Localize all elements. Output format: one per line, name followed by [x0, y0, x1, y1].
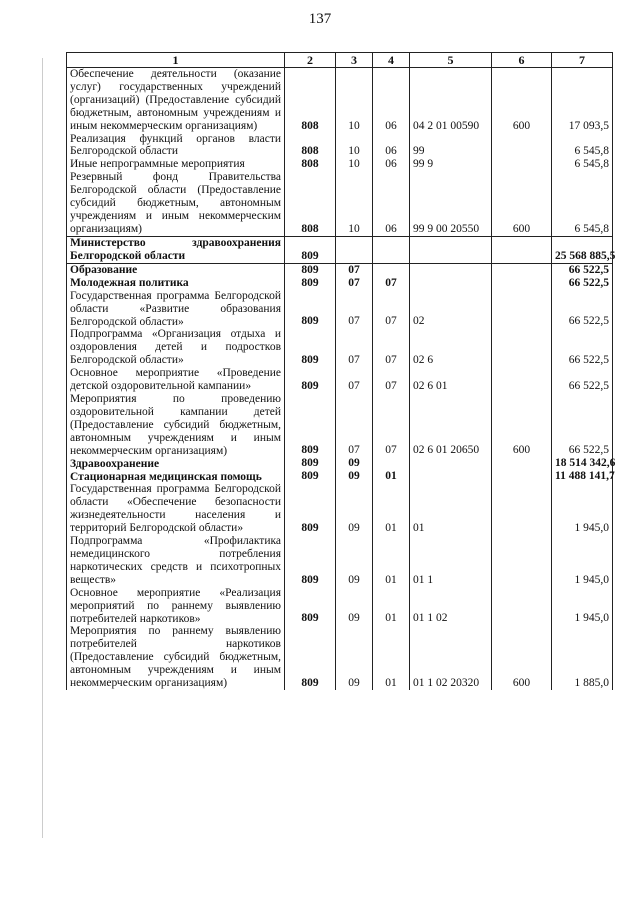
- scan-margin-line: [42, 58, 43, 838]
- cell-expense-type: 600: [492, 393, 552, 458]
- cell-section: 07: [336, 393, 373, 458]
- cell-subsection: 01: [373, 625, 410, 690]
- table-row: [67, 328, 613, 367]
- cell-target-article: 04 2 01 00590: [410, 68, 492, 133]
- cell-section: [336, 236, 373, 263]
- column-header: 3: [336, 53, 373, 68]
- cell-section: 09: [336, 535, 373, 587]
- cell-section: 07: [336, 277, 373, 290]
- row-name: Подпрограмма «Организация отдыха и оздоровления детей и подростков Белгородской области»: [67, 328, 285, 367]
- page-number: 137: [308, 11, 332, 27]
- table-row: [67, 535, 613, 587]
- cell-amount: 11 488 141,7: [552, 470, 613, 483]
- cell-expense-type: [492, 535, 552, 587]
- column-header: 2: [285, 53, 336, 68]
- cell-target-article: [410, 470, 492, 483]
- cell-subsection: 06: [373, 68, 410, 133]
- row-name: Основное мероприятие «Проведение детской оздоровительной кампании»: [67, 367, 285, 393]
- cell-target-article: [410, 236, 492, 263]
- column-header: 1: [67, 53, 285, 68]
- cell-amount: 66 522,5: [552, 277, 613, 290]
- cell-expense-type: 600: [492, 68, 552, 133]
- cell-section: 10: [336, 68, 373, 133]
- table-row: [67, 367, 613, 393]
- cell-section: 09: [336, 470, 373, 483]
- cell-ved: 808: [285, 171, 336, 236]
- cell-target-article: [410, 457, 492, 470]
- cell-subsection: [373, 236, 410, 263]
- cell-amount: 66 522,5: [552, 393, 613, 458]
- table-row: [67, 393, 613, 458]
- row-name: Министерство здравоохранения Белгородской области: [67, 236, 285, 263]
- column-header: 6: [492, 53, 552, 68]
- cell-amount: 66 522,5: [552, 328, 613, 367]
- cell-amount: 18 514 342,6: [552, 457, 613, 470]
- cell-amount: 66 522,5: [552, 367, 613, 393]
- cell-subsection: 06: [373, 171, 410, 236]
- cell-ved: 808: [285, 158, 336, 171]
- table-row: [67, 625, 613, 690]
- row-name: Здравоохранение: [67, 457, 285, 470]
- cell-section: 10: [336, 133, 373, 159]
- cell-ved: 809: [285, 277, 336, 290]
- cell-expense-type: 600: [492, 171, 552, 236]
- column-header: 5: [410, 53, 492, 68]
- cell-target-article: 99 9 00 20550: [410, 171, 492, 236]
- cell-ved: 809: [285, 535, 336, 587]
- cell-target-article: 01 1 02: [410, 587, 492, 626]
- cell-amount: 6 545,8: [552, 171, 613, 236]
- cell-expense-type: [492, 290, 552, 329]
- cell-ved: 808: [285, 68, 336, 133]
- cell-ved: 809: [285, 587, 336, 626]
- cell-amount: 17 093,5: [552, 68, 613, 133]
- cell-subsection: 01: [373, 483, 410, 535]
- cell-expense-type: [492, 158, 552, 171]
- table-row: [67, 483, 613, 535]
- cell-expense-type: [492, 587, 552, 626]
- cell-expense-type: [492, 483, 552, 535]
- cell-ved: 809: [285, 393, 336, 458]
- cell-section: 10: [336, 158, 373, 171]
- cell-amount: 1 945,0: [552, 535, 613, 587]
- cell-ved: 809: [285, 236, 336, 263]
- cell-ved: 809: [285, 328, 336, 367]
- cell-target-article: 02 6: [410, 328, 492, 367]
- cell-section: 10: [336, 171, 373, 236]
- cell-ved: 809: [285, 457, 336, 470]
- table-row: [67, 290, 613, 329]
- row-name: Мероприятия по раннему выявлению потребителей наркотиков (Предоставление субсидий бюджетным, автономным учреждениям и иным некоммерческим организациям): [67, 625, 285, 690]
- cell-amount: 66 522,5: [552, 290, 613, 329]
- row-name: Обеспечение деятельности (оказание услуг) государственных учреждений (организаций) (Предоставление субсидий бюджетным, автономным учреждениям и иным некоммерческим организациям): [67, 68, 285, 133]
- cell-section: 07: [336, 263, 373, 277]
- table-row: [67, 236, 613, 263]
- table-row: [67, 158, 613, 171]
- column-header: 7: [552, 53, 613, 68]
- cell-subsection: [373, 457, 410, 470]
- cell-subsection: 07: [373, 367, 410, 393]
- cell-ved: 809: [285, 470, 336, 483]
- row-name: Государственная программа Белгородской области «Обеспечение безопасности жизнедеятельности населения и территорий Белгородской области»: [67, 483, 285, 535]
- budget-table: [66, 52, 616, 690]
- cell-ved: 809: [285, 263, 336, 277]
- row-name: Резервный фонд Правительства Белгородской области (Предоставление субсидий бюджетным, автономным учреждениям и иным некоммерческим организациям): [67, 171, 285, 236]
- cell-section: 09: [336, 457, 373, 470]
- row-name: Подпрограмма «Профилактика немедицинского потребления наркотических средств и психотропных веществ»: [67, 535, 285, 587]
- cell-ved: 809: [285, 483, 336, 535]
- cell-section: 07: [336, 328, 373, 367]
- table-row: [67, 470, 613, 483]
- column-header: 4: [373, 53, 410, 68]
- cell-subsection: 01: [373, 535, 410, 587]
- cell-expense-type: [492, 277, 552, 290]
- cell-subsection: 01: [373, 587, 410, 626]
- cell-subsection: 07: [373, 290, 410, 329]
- cell-section: 09: [336, 483, 373, 535]
- cell-amount: 1 945,0: [552, 587, 613, 626]
- table-row: [67, 68, 613, 133]
- cell-ved: 809: [285, 367, 336, 393]
- cell-expense-type: [492, 263, 552, 277]
- cell-amount: 1 885,0: [552, 625, 613, 690]
- row-name: Иные непрограммные мероприятия: [67, 158, 285, 171]
- cell-target-article: [410, 277, 492, 290]
- row-name: Стационарная медицинская помощь: [67, 470, 285, 483]
- cell-section: 09: [336, 625, 373, 690]
- row-name: Основное мероприятие «Реализация мероприятий по раннему выявлению потребителей наркотиков»: [67, 587, 285, 626]
- cell-amount: 25 568 885,5: [552, 236, 613, 263]
- row-name: Мероприятия по проведению оздоровительной кампании детей (Предоставление субсидий бюджетным, автономным учреждениям и иным некоммерческим организациям): [67, 393, 285, 458]
- cell-ved: 808: [285, 133, 336, 159]
- cell-target-article: 99 9: [410, 158, 492, 171]
- cell-ved: 809: [285, 625, 336, 690]
- cell-expense-type: [492, 367, 552, 393]
- cell-expense-type: [492, 133, 552, 159]
- cell-subsection: 01: [373, 470, 410, 483]
- row-name: Молодежная политика: [67, 277, 285, 290]
- cell-expense-type: [492, 470, 552, 483]
- cell-amount: 6 545,8: [552, 133, 613, 159]
- row-name: Образование: [67, 263, 285, 277]
- cell-target-article: 01 1 02 20320: [410, 625, 492, 690]
- cell-subsection: 06: [373, 133, 410, 159]
- cell-target-article: 02 6 01 20650: [410, 393, 492, 458]
- cell-subsection: 07: [373, 328, 410, 367]
- cell-expense-type: 600: [492, 625, 552, 690]
- table-row: [67, 263, 613, 277]
- cell-section: 07: [336, 367, 373, 393]
- cell-target-article: 02 6 01: [410, 367, 492, 393]
- cell-target-article: 99: [410, 133, 492, 159]
- cell-amount: 1 945,0: [552, 483, 613, 535]
- cell-amount: 66 522,5: [552, 263, 613, 277]
- table-row: [67, 133, 613, 159]
- table-header-row: [67, 53, 613, 68]
- cell-subsection: 07: [373, 393, 410, 458]
- cell-target-article: 01 1: [410, 535, 492, 587]
- cell-target-article: 01: [410, 483, 492, 535]
- cell-expense-type: [492, 236, 552, 263]
- cell-amount: 6 545,8: [552, 158, 613, 171]
- table-row: [67, 277, 613, 290]
- table-row: [67, 587, 613, 626]
- cell-subsection: 06: [373, 158, 410, 171]
- table-row: [67, 457, 613, 470]
- cell-target-article: 02: [410, 290, 492, 329]
- cell-subsection: 07: [373, 277, 410, 290]
- cell-section: 07: [336, 290, 373, 329]
- cell-ved: 809: [285, 290, 336, 329]
- cell-expense-type: [492, 328, 552, 367]
- cell-subsection: [373, 263, 410, 277]
- row-name: Государственная программа Белгородской области «Развитие образования Белгородской области»: [67, 290, 285, 329]
- cell-target-article: [410, 263, 492, 277]
- cell-expense-type: [492, 457, 552, 470]
- row-name: Реализация функций органов власти Белгородской области: [67, 133, 285, 159]
- cell-section: 09: [336, 587, 373, 626]
- table-row: [67, 171, 613, 236]
